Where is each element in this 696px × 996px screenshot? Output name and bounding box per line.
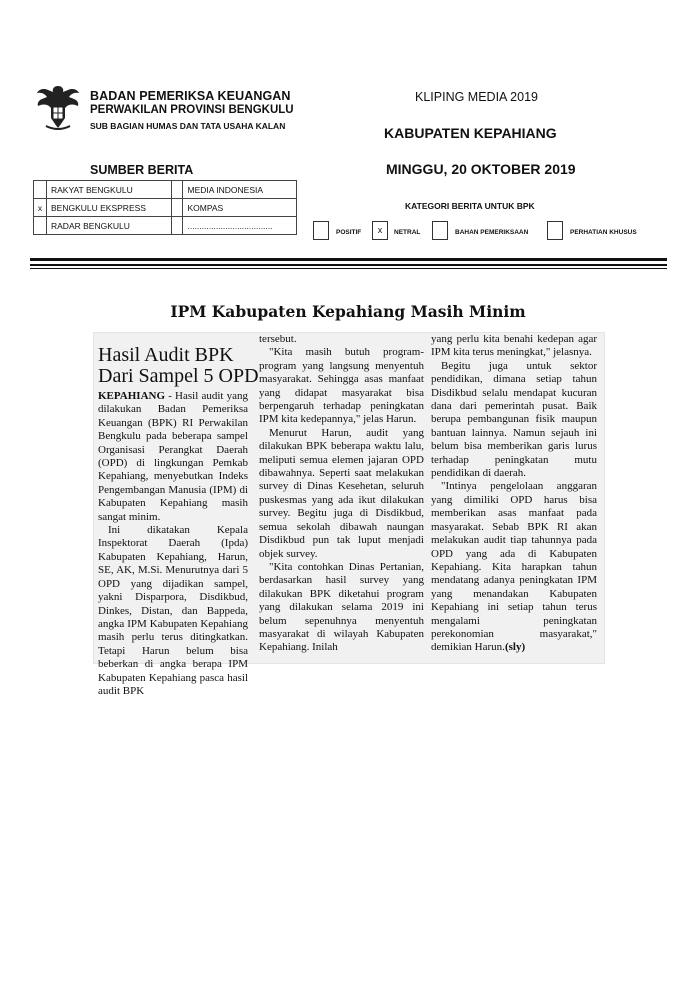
paragraph: Ini dikatakan Kepala Inspektorat Daerah (Ipda) Kabupaten Kepahiang, Harun, SE, AK, M.Si. Menurutnya dari 5 OPD yang dijadikan sampel, yakni Disparpora, Disdikbud, Dinkes, Distan, dan Bappeda, angka IPM Kabupaten Kepahiang masih perlu terus ditingkatkan. Tetapi Harun belum bisa beberkan di angka berapa IPM Kabupaten Kepahiang pasca hasil audit BPK — [98, 524, 248, 697]
paragraph: "Kita contohkan Dinas Pertanian, berdasarkan hasil survey yang dilakukan BPK diketahui program yang dilakukan selama 2019 ini belum sepenuhnya menyentuh masyarakat di wilayah Kabupaten Kepahiang. Inilah — [259, 560, 424, 654]
source-mark — [34, 181, 47, 199]
article-headline: IPM Kabupaten Kepahiang Masih Minim — [170, 302, 526, 321]
category-checkbox-netral: x — [372, 221, 388, 240]
category-label: NETRAL — [394, 229, 421, 236]
paragraph: yang perlu kita benahi kedepan agar IPM kita terus meningkat," jelasnya. — [431, 333, 597, 359]
paragraph: tersebut. — [259, 333, 297, 345]
org-branch: PERWAKILAN PROVINSI BENGKULU — [90, 104, 294, 116]
category-checkbox-bahan-pemeriksaan — [432, 221, 448, 240]
article-column-3 — [431, 333, 597, 655]
paragraph-text: - Hasil audit yang dilakukan Badan Pemeriksa Keuangan (BPK) RI Perwakilan Bengkulu pada beberapa sampel Organisasi Perangkat Daerah (OPD) di lingkungan Pemkab Kepahiang, menyebutkan Indeks Pengembangan Manusia (IPM) di Kabupaten Kepahiang masih sangat minim. — [98, 390, 248, 523]
source-mark — [172, 181, 183, 199]
article-column-2 — [259, 333, 424, 655]
paragraph: Begitu juga untuk sektor pendidikan, dimana setiap tahun Disdikbud selalu mendapat kucuran dana dari pemerintah pusat. Baik berupa pembangunan fisik maupun bantuan lainnya. Namun sejauh ini belum bisa memberikan garis lurus terhadap peningkatan mutu pendidikan di daerah. — [431, 359, 597, 480]
table-row — [34, 199, 297, 217]
author-sign: (sly) — [504, 641, 526, 654]
divider — [30, 268, 667, 269]
source-name: RAKYAT BENGKULU — [47, 181, 172, 199]
divider — [30, 258, 667, 261]
paragraph: "Kita masih butuh program-program yang langsung menyentuh masyarakat. Sehingga asas manfaat yang didapat masyarakat bisa berpengaruh terhadap peningkatan IPM kita kedepannya," jelas Harun. — [259, 346, 424, 426]
source-mark: x — [34, 199, 47, 217]
article-subhead: Hasil Audit BPK Dari Sampel 5 OPD — [98, 344, 259, 387]
source-name: KOMPAS — [183, 199, 297, 217]
category-label: POSITIF — [336, 229, 362, 236]
category-label: BAHAN PEMERIKSAAN — [455, 229, 529, 236]
paragraph — [98, 390, 248, 524]
org-unit: SUB BAGIAN HUMAS DAN TATA USAHA KALAN — [90, 121, 286, 131]
source-name: .................................... — [183, 217, 297, 235]
kategori-title: KATEGORI BERITA UNTUK BPK — [405, 201, 535, 211]
source-name: MEDIA INDONESIA — [183, 181, 297, 199]
divider — [30, 264, 667, 266]
category-checkbox-positif — [313, 221, 329, 240]
table-row — [34, 217, 297, 235]
source-mark — [34, 217, 47, 235]
source-name: BENGKULU EKSPRESS — [47, 199, 172, 217]
table-row — [34, 181, 297, 199]
source-mark — [172, 217, 183, 235]
region-title: KABUPATEN KEPAHIANG — [384, 125, 557, 141]
date-title: MINGGU, 20 OKTOBER 2019 — [386, 161, 576, 177]
source-name: RADAR BENGKULU — [47, 217, 172, 235]
kliping-title: KLIPING MEDIA 2019 — [415, 90, 538, 104]
source-table — [33, 180, 297, 235]
sumber-berita-title: SUMBER BERITA — [90, 163, 194, 177]
article-column-1 — [98, 390, 248, 698]
source-mark — [172, 199, 183, 217]
paragraph: Menurut Harun, audit yang dilakukan BPK beberapa waktu lalu, meliputi semua elemen jajaran OPD dibawahnya. Seperti saat melakukan survey di Dinas Kesehetan, seluruh puskesmas yang ada ikut dilakukan survey. Begitu juga di Disdikbud, semua sekolah dibawah naungan Disdikbud pun tak luput menjadi objek survey. — [259, 426, 424, 560]
paragraph — [431, 480, 597, 654]
garuda-emblem-icon — [34, 80, 82, 132]
paragraph-text: "Intinya pengelolaan anggaran yang dimiliki OPD harus bisa memberikan asas manfaat pada masyarakat. Sebab BPK RI akan melakukan audit tiap tahunnya pada OPD yang ada di Kabupaten Kepahiang. Kita harapkan tahun mendatang adanya peningkatan IPM yang menandakan Kabupaten Kepahiang ini setiap tahun terus mengalami peningkatan perekonomian masyarakat," demikian Harun. — [431, 480, 597, 654]
dateline: KEPAHIANG — [98, 390, 166, 402]
category-label: PERHATIAN KHUSUS — [570, 229, 637, 236]
org-name: BADAN PEMERIKSA KEUANGAN — [90, 89, 291, 103]
category-checkbox-perhatian-khusus — [547, 221, 563, 240]
